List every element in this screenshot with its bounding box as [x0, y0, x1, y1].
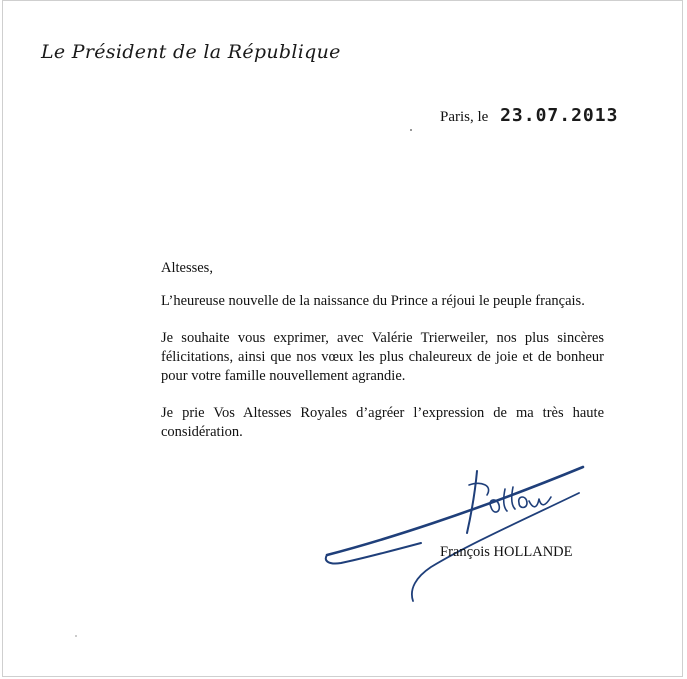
paragraph-1: L’heureuse nouvelle de la naissance du Prince a réjoui le peuple français.	[161, 293, 585, 309]
date-line	[440, 105, 618, 126]
date-place-label: Paris, le	[440, 109, 489, 125]
paragraph-2: Je souhaite vous exprimer, avec Valérie Trierweiler, nos plus sincères félicitations, ainsi que nos vœux les plus chaleureux de joie et de bonheur pour votre famille nouvellement agrandie.	[161, 330, 604, 384]
letterhead: Le Président de la République	[41, 41, 341, 63]
date-value: 23.07.2013	[500, 105, 619, 126]
letter-body	[161, 259, 604, 460]
paragraph-3: Je prie Vos Altesses Royales d’agréer l’expression de ma très haute considération.	[161, 405, 604, 440]
scan-speck	[75, 635, 77, 637]
signatory-name: François HOLLANDE	[440, 544, 573, 560]
salutation: Altesses,	[161, 260, 213, 276]
handwritten-signature	[321, 463, 591, 613]
letter-page	[2, 0, 683, 677]
ink-speck	[410, 129, 412, 131]
